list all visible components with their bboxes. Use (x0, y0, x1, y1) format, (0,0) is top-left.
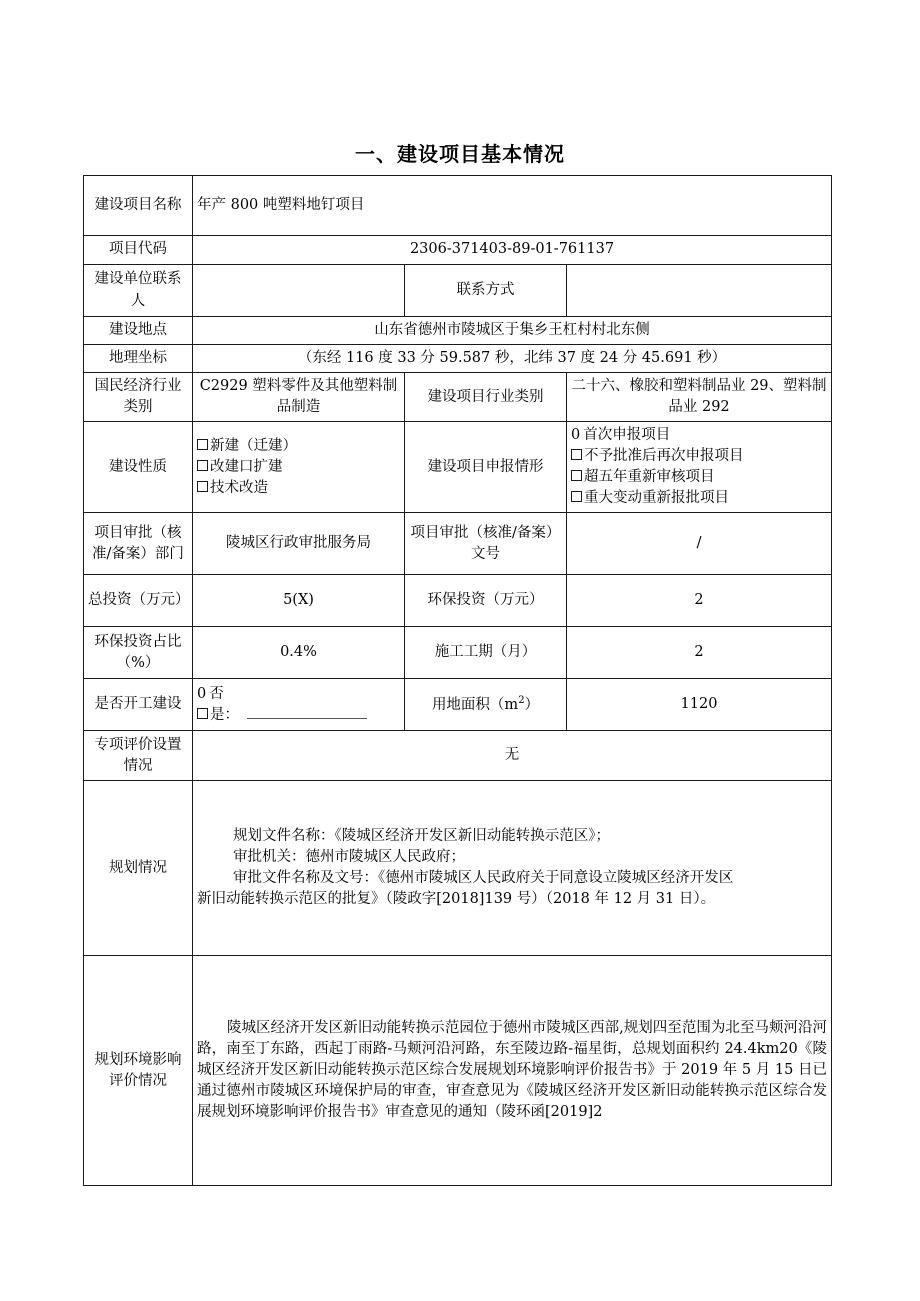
coordinates-label: 地理坐标 (84, 345, 193, 373)
project-industry-value: 二十六、橡胶和塑料制品业 29、塑料制品业 292 (567, 373, 832, 422)
construction-nature-label: 建设性质 (84, 422, 193, 513)
special-eval-label: 专项评价设置情况 (84, 731, 193, 781)
approval-dept-label: 项目审批（核准/备案）部门 (84, 513, 193, 575)
total-investment-label: 总投资（万元） (84, 575, 193, 627)
table-row (84, 422, 832, 513)
project-name-label: 建设项目名称 (84, 176, 193, 236)
special-eval-value: 无 (193, 731, 832, 781)
declaration-option-overfive[interactable]: 超五年重新审核项目 (571, 467, 827, 488)
started-option-yes[interactable]: 是： (197, 705, 400, 726)
table-row (84, 236, 832, 265)
declaration-option-rejected[interactable]: 不予批准后再次申报项目 (571, 446, 827, 467)
table-row (84, 265, 832, 317)
land-area-label: 用地面积$(m^2)$ (405, 679, 567, 731)
contact-person-value (193, 265, 405, 317)
table-row (84, 781, 832, 956)
project-industry-label: 建设项目行业类别 (405, 373, 567, 422)
table-row (84, 575, 832, 627)
planning-eia-value: 陵城区经济开发区新旧动能转换示范园位于德州市陵城区西部,规划四至范围为北至马颊河沿河路，南至丁东路，西起丁雨路-马颊河沿河路，东至陵边路-福星街，总规划面积约 24.4km20《陵城区经济开发区新旧动能转换示范区综合发展规划环境影响评价报告书》于 2019 年 5 月 15 日已通过德州市陵城区环境保护局的审查，审查意见为《陵城区经济开发区新旧动能转换示范区综合发展规划环境影响评价报告书》审查意见的通知（陵环函[2019]2 (193, 956, 832, 1186)
nature-option-rebuild[interactable]: 改建口扩建 (197, 457, 400, 478)
table-row (84, 627, 832, 679)
env-investment-label: 环保投资（万元） (405, 575, 567, 627)
selected-marker-icon: 0 (571, 427, 581, 444)
checkbox-icon[interactable] (197, 481, 208, 492)
industry-category-value: C2929 塑料零件及其他塑料制品制造 (193, 373, 405, 422)
construction-period-value: 2 (567, 627, 832, 679)
table-row (84, 317, 832, 345)
approval-docno-value: / (567, 513, 832, 575)
project-code-label: 项目代码 (84, 236, 193, 265)
location-value: 山东省德州市陵城区于集乡王杠村村北东侧 (193, 317, 832, 345)
declaration-option-first[interactable]: 0 首次申报项目 (571, 425, 827, 446)
planning-eia-label: 规划环境影响评价情况 (84, 956, 193, 1186)
contact-person-label: 建设单位联系人 (84, 265, 193, 317)
construction-started-label: 是否开工建设 (84, 679, 193, 731)
construction-started-options (193, 679, 405, 731)
project-basic-info-table (83, 175, 832, 1186)
industry-category-label: 国民经济行业类别 (84, 373, 193, 422)
checkbox-icon[interactable] (197, 439, 208, 450)
table-row (84, 373, 832, 422)
total-investment-value: 5(X) (193, 575, 405, 627)
table-row (84, 679, 832, 731)
nature-option-new[interactable]: 新建（迁建） (197, 436, 400, 457)
construction-period-label: 施工工期（月） (405, 627, 567, 679)
project-code-value: 2306-371403-89-01-761137 (193, 236, 832, 265)
planning-line-1: 规划文件名称：《陵城区经济开发区新旧动能转换示范区》； (233, 828, 610, 845)
checkbox-icon[interactable] (571, 491, 582, 502)
approval-docno-label: 项目审批（核准/备案）文号 (405, 513, 567, 575)
selected-marker-icon: 0 (197, 685, 207, 702)
planning-value (193, 781, 832, 956)
nature-option-techupgrade[interactable]: 技术改造 (197, 478, 400, 499)
started-date-blank[interactable] (247, 706, 367, 719)
table-row (84, 731, 832, 781)
location-label: 建设地点 (84, 317, 193, 345)
table-row (84, 513, 832, 575)
env-ratio-value: 0.4% (193, 627, 405, 679)
project-name-value: 年产 800 吨塑料地钉项目 (193, 176, 832, 236)
contact-method-label: 联系方式 (405, 265, 567, 317)
planning-label: 规划情况 (84, 781, 193, 956)
env-ratio-label: 环保投资占比（%） (84, 627, 193, 679)
contact-method-value (567, 265, 832, 317)
declaration-type-label: 建设项目申报情形 (405, 422, 567, 513)
land-area-value: 1120 (567, 679, 832, 731)
planning-line-2: 审批机关：德州市陵城区人民政府； (233, 849, 465, 866)
declaration-option-majorchange[interactable]: 重大变动重新报批项目 (571, 488, 827, 509)
construction-nature-options (193, 422, 405, 513)
started-option-no[interactable]: 0 否 (197, 684, 400, 705)
checkbox-icon[interactable] (571, 470, 582, 481)
checkbox-icon[interactable] (571, 449, 582, 460)
table-row (84, 956, 832, 1186)
checkbox-icon[interactable] (197, 460, 208, 471)
declaration-type-options (567, 422, 832, 513)
checkbox-icon[interactable] (197, 708, 208, 719)
env-investment-value: 2 (567, 575, 832, 627)
approval-dept-value: 陵城区行政审批服务局 (193, 513, 405, 575)
planning-line-4: 新旧动能转换示范区的批复》（陵政字[2018]139 号）（2018 年 12 月 31 日）。 (197, 891, 716, 908)
planning-line-3: 审批文件名称及文号：《德州市陵城区人民政府关于同意设立陵城区经济开发区 (233, 870, 734, 887)
page-title: 一、建设项目基本情况 (355, 142, 565, 166)
table-row (84, 345, 832, 373)
coordinates-value: （东经 116 度 33 分 59.587 秒，北纬 37 度 24 分 45.691 秒） (193, 345, 832, 373)
table-row (84, 176, 832, 236)
